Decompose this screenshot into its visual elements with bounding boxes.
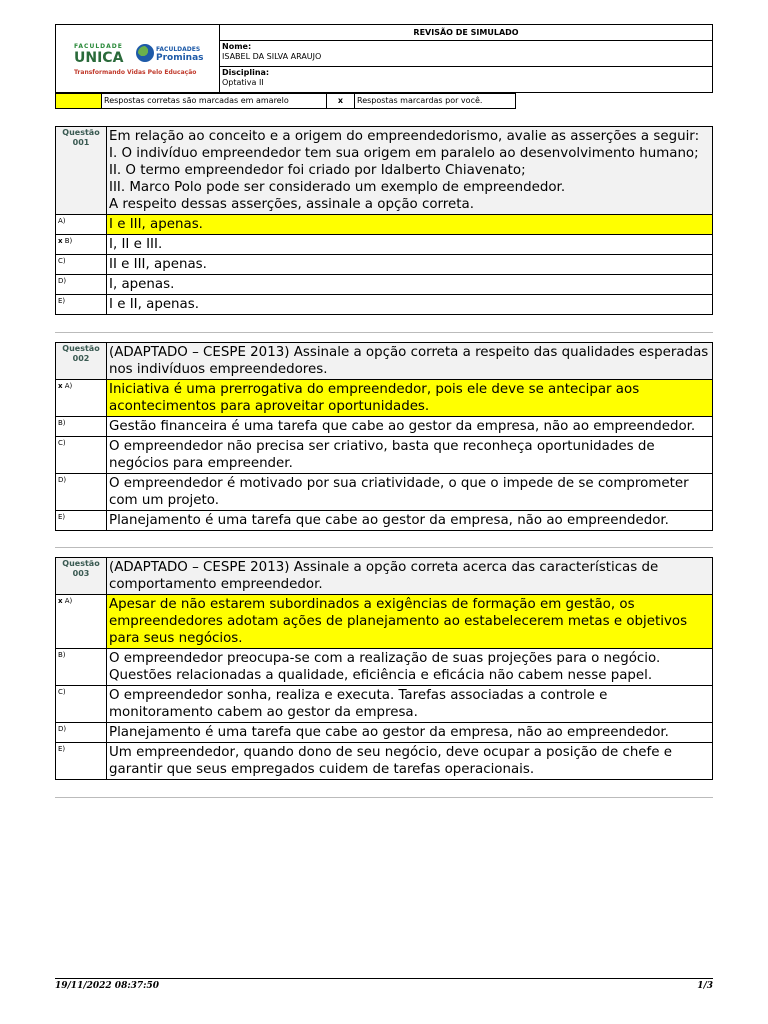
exam-header [55,24,713,93]
legend-yellow-swatch [55,93,102,109]
legend-mark: x [326,93,355,109]
option-letter: E) [56,743,107,779]
discipline-row [220,67,712,92]
option-letter: B) [56,649,107,685]
logo-unica-text: UNICA [74,50,124,66]
option-letter: E) [56,295,107,314]
option-row-e [56,511,712,531]
option-text: Iniciativa é uma prerrogativa do empreendedor, pois ele deve se antecipar aos acontecimentos para aproveitar oportunidades. [107,380,712,416]
logo-prominas-text: Prominas [156,53,204,63]
option-letter: D) [56,275,107,294]
option-letter: x A) [56,595,107,648]
question-number: Questão 002 [56,343,107,379]
option-row-d [56,275,712,295]
question-block [55,126,713,315]
option-text: O empreendedor sonha, realiza e executa. Tarefas associadas a controle e monitoramento cabem ao gestor da empresa. [109,688,608,720]
option-text: O empreendedor é motivado por sua criatividade, o que o impede de se comprometer com um projeto. [109,476,689,508]
option-letter: x B) [56,235,107,254]
option-row-c [56,686,712,723]
option-text: I, II e III. [109,237,163,252]
option-row-e [56,743,712,780]
question-text: (ADAPTADO – CESPE 2013) Assinale a opção correta a respeito das qualidades esperadas nos indivíduos empreendedores. [109,345,709,377]
option-row-b [56,649,712,686]
option-letter: C) [56,437,107,473]
option-row-e [56,295,712,315]
option-letter: C) [56,686,107,722]
option-letter: E) [56,511,107,530]
question-block [55,342,713,531]
option-text: O empreendedor preocupa-se com a realização de suas projeções para o negócio. Questões relacionadas a qualidade, eficiência e eficácia não cabem nesse papel. [109,651,661,683]
divider [55,332,713,333]
name-value: ISABEL DA SILVA ARAUJO [222,52,322,61]
footer-rule [55,978,713,979]
legend-yours-text: Respostas marcardas por você. [354,93,516,109]
divider [55,797,713,798]
logo-tagline: Transformando Vidas Pelo Educação [74,69,197,76]
option-row-d [56,723,712,743]
option-row-b [56,235,712,255]
question-text: Em relação ao conceito e a origem do empreendedorismo, avalie as asserções a seguir: I. O indivíduo empreendedor tem sua origem em paralelo ao desenvolvimento humano; II. O termo empreendedor foi criado por Idalberto Chiavenato; III. Marco Polo pode ser considerado um exemplo de empreendedor. A respeito dessas asserções, assinale a opção correta. [109,129,700,212]
question-block [55,557,713,780]
option-text: Um empreendedor, quando dono de seu negócio, deve ocupar a posição de chefe e garantir que seus empregados cuidem de tarefas operacionais. [109,745,672,777]
logo-faculdade-text: FACULDADE [74,43,123,50]
option-row-c [56,255,712,275]
prominas-globe-icon [136,44,154,62]
question-stem [56,343,712,380]
option-text: II e III, apenas. [109,257,207,272]
option-row-b [56,417,712,437]
option-row-a [56,215,712,235]
option-text: Planejamento é uma tarefa que cabe ao gestor da empresa, não ao empreendedor. [109,725,669,740]
footer-timestamp: 19/11/2022 08:37:50 [55,981,160,991]
question-stem [56,127,712,215]
option-letter: B) [56,417,107,436]
page-title: REVISÃO DE SIMULADO [220,25,712,41]
option-row-d [56,474,712,511]
logo-faculdades-text: FACULDADES [156,46,201,53]
option-text: Apesar de não estarem subordinados a exigências de formação em gestão, os empreendedores adotam ações de planejamento ao estabelecerem metas e objetivos para seus negócios. [107,595,712,648]
option-row-a [56,380,712,417]
option-text: I, apenas. [109,277,175,292]
option-text: Gestão financeira é uma tarefa que cabe ao gestor da empresa, não ao empreendedor. [109,419,696,434]
question-number: Questão 001 [56,127,107,214]
discipline-label: Disciplina: [222,68,270,77]
question-stem [56,558,712,595]
student-name-row [220,41,712,67]
option-row-c [56,437,712,474]
divider [55,547,713,548]
option-letter: C) [56,255,107,274]
institution-logo [56,25,220,92]
footer-page-number: 1/3 [697,981,713,991]
option-text: I e II, apenas. [109,297,199,312]
discipline-value: Optativa II [222,78,264,87]
option-row-a [56,595,712,649]
question-text: (ADAPTADO – CESPE 2013) Assinale a opção correta acerca das características de comportamento empreendedor. [109,560,659,592]
legend-correct-text: Respostas corretas são marcadas em amarelo [101,93,327,109]
option-letter: A) [56,215,107,234]
option-letter: D) [56,723,107,742]
option-text: O empreendedor não precisa ser criativo, basta que reconheça oportunidades de negócios para empreender. [109,439,655,471]
name-label: Nome: [222,42,252,51]
question-number: Questão 003 [56,558,107,594]
option-letter: x A) [56,380,107,416]
option-text: I e III, apenas. [107,215,712,234]
option-letter: D) [56,474,107,510]
option-text: Planejamento é uma tarefa que cabe ao gestor da empresa, não ao empreendedor. [109,513,669,528]
